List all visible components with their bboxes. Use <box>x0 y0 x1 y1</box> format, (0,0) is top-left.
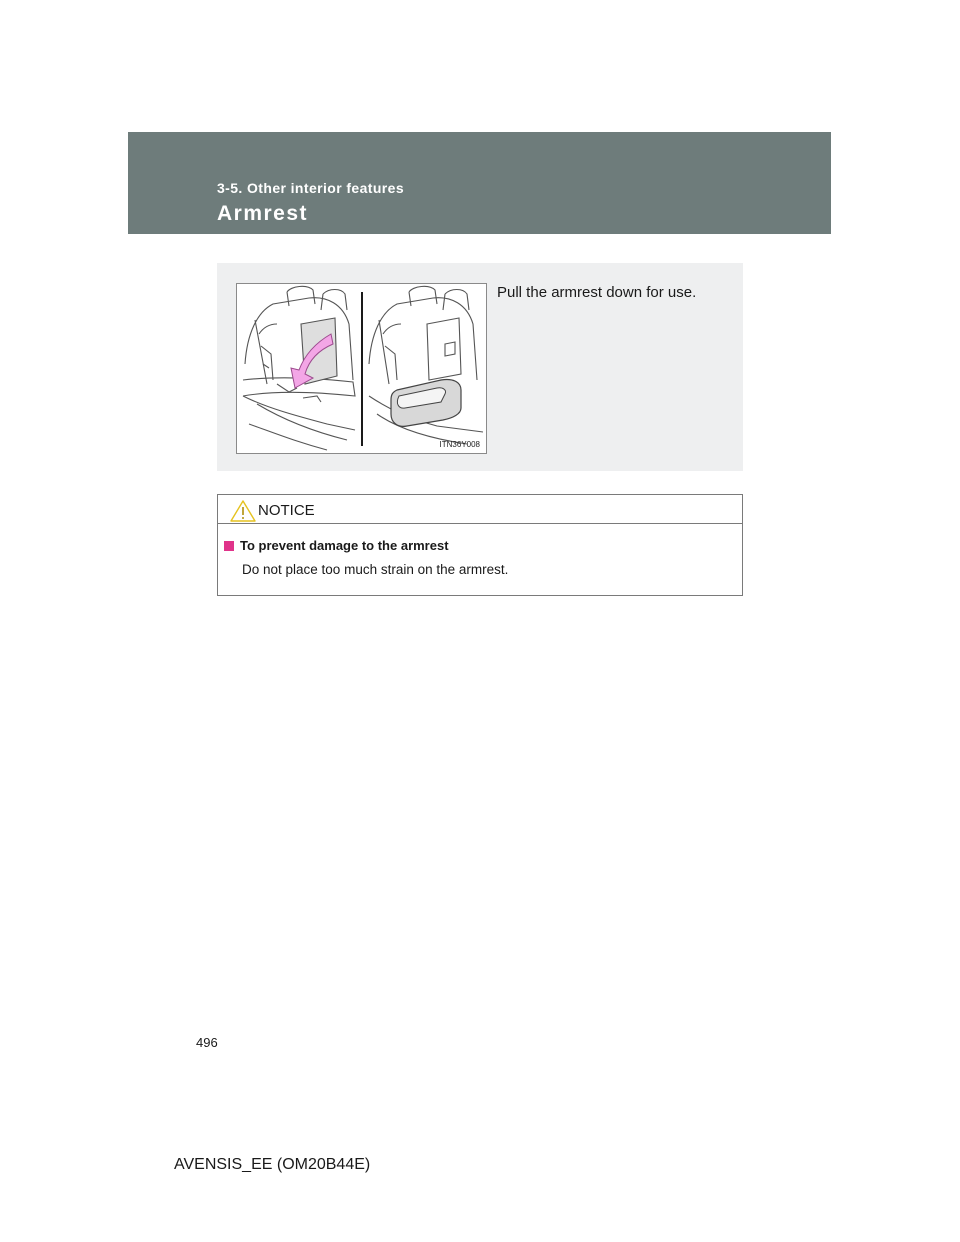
warning-triangle-icon <box>230 500 256 522</box>
notice-item-body: Do not place too much strain on the armrest. <box>242 562 509 577</box>
notice-item-heading <box>224 538 449 553</box>
armrest-illustration <box>236 283 487 454</box>
figure-panel <box>217 263 743 471</box>
square-bullet-icon <box>224 541 234 551</box>
document-code: AVENSIS_EE (OM20B44E) <box>174 1156 371 1173</box>
rear-seat-armrest-drawing <box>237 284 486 453</box>
figure-code: ITN36Y008 <box>439 440 480 449</box>
page-number: 496 <box>196 1035 218 1050</box>
notice-item-heading-text: To prevent damage to the armrest <box>240 538 449 553</box>
section-label: 3-5. Other interior features <box>217 180 405 196</box>
notice-box <box>217 494 743 596</box>
section-header <box>128 132 831 234</box>
figure-caption: Pull the armrest down for use. <box>497 284 697 301</box>
notice-title: NOTICE <box>258 502 315 519</box>
page-title: Armrest <box>217 202 309 225</box>
notice-header <box>218 495 742 524</box>
